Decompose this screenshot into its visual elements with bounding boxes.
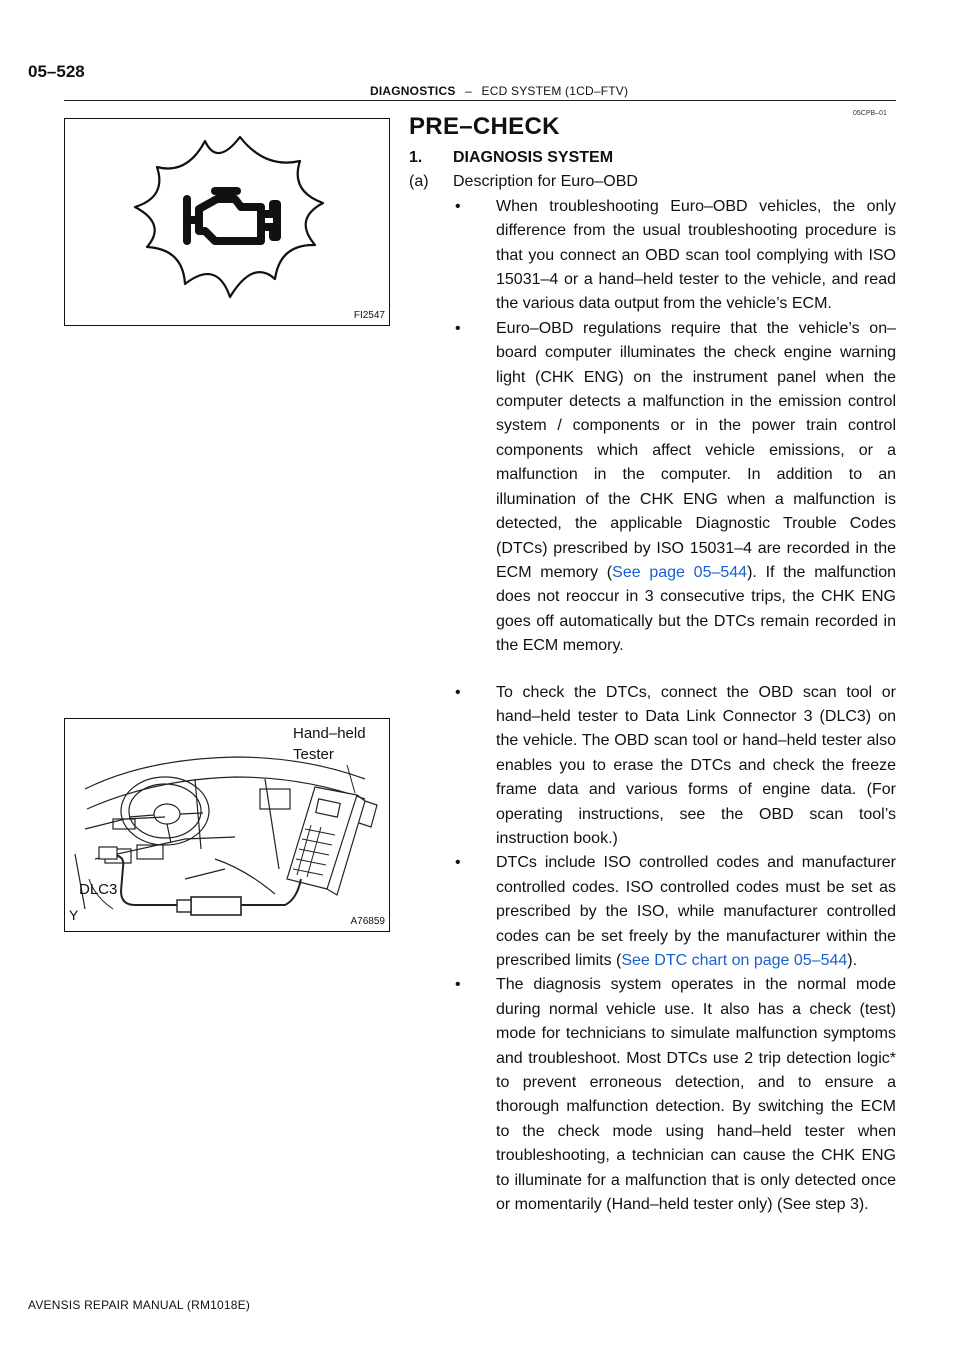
bullet-icon: • <box>455 976 461 994</box>
header-subsection: ECD SYSTEM (1CD–FTV) <box>481 84 629 98</box>
bullet-icon: • <box>455 197 461 215</box>
bullet-item <box>455 851 896 973</box>
bullet-text-part: DTCs include ISO controlled codes and manufacturer controlled codes. ISO controlled codes must be set as prescribed by the ISO, while manufacturer controlled codes can be set freely by the manufacturer within the prescribed limits ( <box>496 854 896 969</box>
figure-check-engine <box>64 118 390 326</box>
bullet-text <box>496 317 896 659</box>
section-title: PRE–CHECK <box>409 113 560 140</box>
figure-code: FI2547 <box>353 310 385 321</box>
bullet-item <box>455 195 896 317</box>
figure-dlc3-tester <box>64 718 390 932</box>
bullet-item <box>455 973 896 1217</box>
engine-icon <box>187 191 277 241</box>
header-title <box>370 84 628 98</box>
dtc-chart-link[interactable]: See DTC chart on page 05–544 <box>621 952 848 969</box>
bullet-item <box>455 681 896 852</box>
header-rule <box>64 100 896 101</box>
dlc3-label: DLC3 <box>79 881 118 898</box>
bullet-icon: • <box>455 683 461 701</box>
item-1-number: 1. <box>409 149 423 166</box>
y-label: Y <box>69 907 79 923</box>
sub-item-a-text: Description for Euro–OBD <box>453 173 638 191</box>
bullet-text-part: ). If the malfunction does not reoccur in 3 consecutive trips, the CHK ENG goes off automatically but the DTCs remain recorded in the ECM memory. <box>496 563 897 655</box>
sub-item-a-label: (a) <box>409 173 429 191</box>
document-code: 05CPB–01 <box>853 110 887 117</box>
tester-label-line1: Hand–held <box>293 725 366 742</box>
item-1-text: DIAGNOSIS SYSTEM <box>453 149 614 166</box>
item-1 <box>409 146 896 170</box>
sub-item-a <box>409 170 896 194</box>
bullet-item <box>455 317 896 659</box>
bullet-text <box>496 851 896 973</box>
bullet-text: The diagnosis system operates in the normal mode during normal vehicle use. It also has a check (test) mode for technicians to simulate malfunction symptoms and troubleshoot. Most DTCs use 2 trip detection logic* to prevent erroneous detection, and to ensure a thorough malfunction detection. By switching the ECM to the check mode using hand–held tester when troubleshooting, a technician can cause the CHK ENG to illuminate for a malfunction that is only detected once or momentarily (Hand–held tester only) (See step 3). <box>496 976 896 1214</box>
header-section: DIAGNOSTICS <box>370 84 456 98</box>
footer-manual-title: AVENSIS REPAIR MANUAL (RM1018E) <box>28 1298 251 1312</box>
bullet-icon: • <box>455 319 461 337</box>
see-page-link[interactable]: See page 05–544 <box>612 563 748 581</box>
tester-label-line2: Tester <box>293 746 334 763</box>
figure-code: A76859 <box>350 916 385 927</box>
header-dash: – <box>465 84 472 98</box>
main-content <box>409 112 896 1217</box>
bullet-icon: • <box>455 854 461 872</box>
bullet-text-part: ). <box>847 952 858 969</box>
check-engine-burst-icon <box>65 119 389 325</box>
page-number: 05–528 <box>28 62 85 81</box>
bullet-text: When troubleshooting Euro–OBD vehicles, the only difference from the usual troubleshooting procedure is that you connect an OBD scan tool complying with ISO 15031–4 or a hand–held tester to the vehicle, and read the various data output from the vehicle’s ECM. <box>496 197 896 313</box>
bullet-text: To check the DTCs, connect the OBD scan tool or hand–held tester to Data Link Connector 3 (DLC3) on the vehicle. The OBD scan tool or hand–held tester also enables you to erase the DTCs and check the freeze frame data and various forms of engine data. (For operating instructions, see the OBD scan tool’s instruction book.) <box>496 683 896 847</box>
bullet-text-part: Euro–OBD regulations require that the vehicle’s on–board computer illuminates the check engine warning light (CHK ENG) on the instrument panel when the computer detects a malfunction in the emission control system / components or in the power train control components which affect vehicle emissions, or a malfunction in the computer. In addition to an illumination of the CHK ENG when a malfunction is detected, the applicable Diagnostic Trouble Codes (DTCs) prescribed by ISO 15031–4 are recorded in the ECM memory ( <box>496 319 896 581</box>
